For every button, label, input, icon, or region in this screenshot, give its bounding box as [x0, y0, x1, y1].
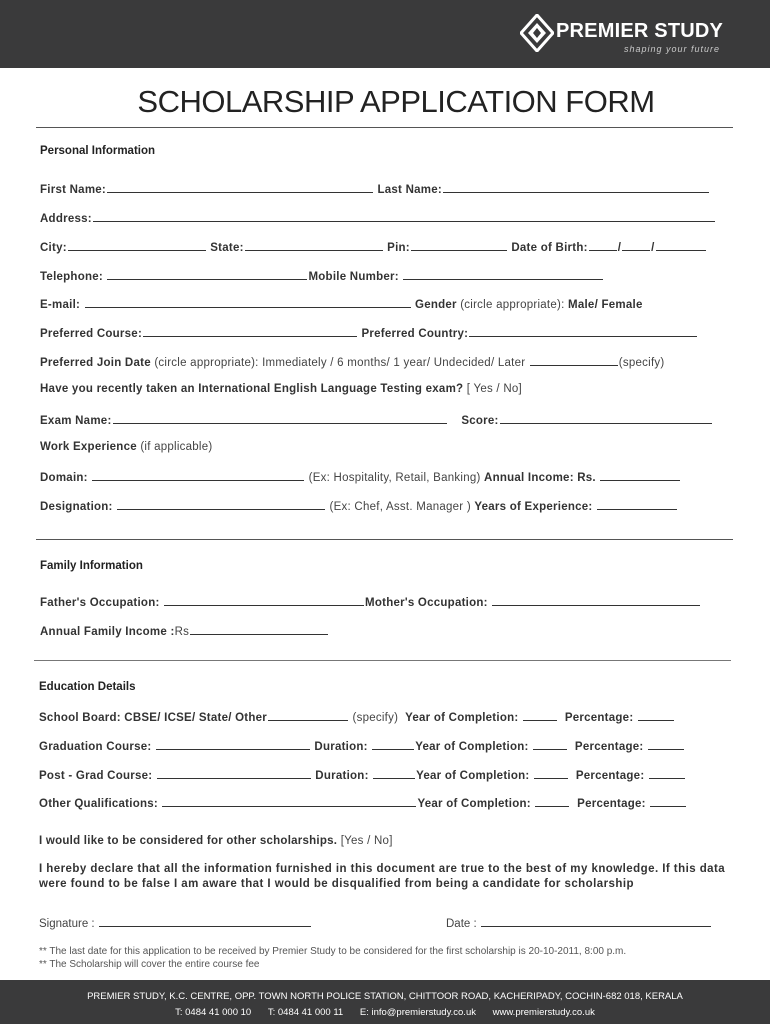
join-specify-label: (specify): [618, 357, 665, 369]
telephone-label: Telephone:: [40, 271, 103, 283]
deadline-note: ** The last date for this application to be received by Premier Study to be considered for the first scholarship is 20-10-2011, 8:00 p.m.: [39, 946, 627, 957]
other-qual-percentage-label: Percentage:: [577, 798, 646, 810]
exam-name-field[interactable]: [113, 413, 447, 424]
graduation-field[interactable]: [156, 739, 310, 750]
education-heading: Education Details: [39, 681, 136, 693]
pref-course-label: Preferred Course:: [40, 328, 143, 340]
join-date-note: (circle appropriate):: [154, 357, 259, 369]
work-exp-note: (if applicable): [140, 441, 213, 453]
other-qual-field[interactable]: [162, 796, 416, 807]
graduation-year-field[interactable]: [533, 739, 567, 750]
mobile-field[interactable]: [403, 269, 603, 280]
join-date-label: Preferred Join Date: [40, 357, 151, 369]
footer-phone-1: T: 0484 41 000 10: [175, 1007, 252, 1018]
domain-field[interactable]: [92, 470, 304, 481]
postgrad-row: [39, 768, 686, 782]
graduation-year-label: Year of Completion:: [415, 741, 529, 753]
city-field[interactable]: [68, 240, 206, 251]
annual-income-label: Annual Income: Rs.: [484, 472, 596, 484]
family-income-row: [40, 624, 329, 638]
gender-label: Gender: [415, 299, 457, 311]
first-name-label: First Name:: [40, 184, 107, 196]
school-board-field[interactable]: [268, 710, 348, 721]
personal-heading: Personal Information: [40, 145, 156, 157]
designation-row: [40, 499, 678, 513]
footer-contacts: [0, 1007, 770, 1018]
footer-email[interactable]: E: info@premierstudy.co.uk: [359, 1007, 476, 1018]
postgrad-label: Post - Grad Course:: [39, 770, 153, 782]
preference-row: [40, 326, 698, 340]
domain-example: (Ex: Hospitality, Retail, Banking): [308, 472, 481, 484]
other-scholarships-options[interactable]: [Yes / No]: [340, 835, 393, 847]
graduation-percentage-label: Percentage:: [574, 741, 644, 753]
school-percentage-field[interactable]: [638, 710, 674, 721]
phone-row: [40, 269, 604, 283]
declaration-text: I hereby declare that all the information furnished in this document are true to the best of my knowledge. If this data were found to be false I am aware that I would be disqualified from being a candidate for scholarship: [39, 863, 726, 890]
email-row: [40, 297, 643, 311]
other-scholarships-text: I would like to be considered for other scholarships.: [39, 835, 338, 847]
dob-separator: /: [617, 242, 622, 254]
signature-row: [39, 916, 312, 930]
postgrad-year-field[interactable]: [534, 768, 568, 779]
last-name-field[interactable]: [443, 182, 709, 193]
date-field[interactable]: [481, 916, 711, 927]
domain-label: Domain:: [40, 472, 88, 484]
pin-field[interactable]: [411, 240, 507, 251]
pref-course-field[interactable]: [143, 326, 357, 337]
first-name-field[interactable]: [107, 182, 373, 193]
form-title: SCHOLARSHIP APPLICATION FORM: [137, 84, 655, 119]
father-occupation-label: Father's Occupation:: [40, 597, 160, 609]
other-qual-percentage-field[interactable]: [650, 796, 686, 807]
postgrad-field[interactable]: [157, 768, 311, 779]
family-heading: Family Information: [40, 560, 143, 572]
date-row: [446, 916, 712, 930]
footer-address: PREMIER STUDY, K.C. CENTRE, OPP. TOWN NORTH POLICE STATION, CHITTOOR ROAD, KACHERIPADY, COCHIN-682 018, KERALA: [87, 991, 683, 1002]
postgrad-duration-field[interactable]: [373, 768, 415, 779]
gender-options[interactable]: Male/ Female: [568, 299, 643, 311]
exam-name-label: Exam Name:: [40, 415, 112, 427]
signature-field[interactable]: [99, 916, 311, 927]
designation-example: (Ex: Chef, Asst. Manager ): [329, 501, 471, 513]
other-scholarships-row: [39, 835, 393, 847]
occupation-row: [40, 595, 701, 609]
mother-occupation-label: Mother's Occupation:: [365, 597, 488, 609]
score-field[interactable]: [500, 413, 712, 424]
gender-note: (circle appropriate):: [460, 299, 565, 311]
dob-separator: /: [651, 242, 655, 254]
ielts-options[interactable]: [ Yes / No]: [466, 383, 522, 395]
other-qual-year-label: Year of Completion:: [417, 798, 531, 810]
postgrad-percentage-label: Percentage:: [575, 770, 645, 782]
graduation-percentage-field[interactable]: [648, 739, 684, 750]
years-exp-field[interactable]: [597, 499, 677, 510]
dob-day-field[interactable]: [589, 240, 617, 251]
dob-year-field[interactable]: [656, 240, 706, 251]
other-qual-label: Other Qualifications:: [39, 798, 158, 810]
dob-month-field[interactable]: [622, 240, 650, 251]
email-field[interactable]: [85, 297, 411, 308]
brand-name: PREMIER STUDY: [556, 20, 724, 42]
mobile-label: Mobile Number:: [308, 271, 399, 283]
designation-label: Designation:: [40, 501, 113, 513]
last-name-label: Last Name:: [377, 184, 442, 196]
graduation-duration-field[interactable]: [372, 739, 414, 750]
divider: [34, 660, 731, 661]
school-board-row: [39, 710, 675, 724]
address-field[interactable]: [93, 211, 715, 222]
join-specify-field[interactable]: [530, 355, 618, 366]
postgrad-year-label: Year of Completion:: [416, 770, 530, 782]
address-row: [40, 211, 716, 225]
diamond-logo-icon: [520, 14, 554, 52]
footer-website[interactable]: www.premierstudy.co.uk: [492, 1007, 595, 1018]
mother-occupation-field[interactable]: [492, 595, 700, 606]
footer-phone-2: T: 0484 41 000 11: [267, 1007, 344, 1018]
father-occupation-field[interactable]: [164, 595, 364, 606]
state-label: State:: [210, 242, 244, 254]
postgrad-duration-label: Duration:: [315, 770, 369, 782]
school-board-label: School Board: CBSE/ ICSE/ State/ Other: [39, 712, 268, 724]
school-year-label: Year of Completion:: [405, 712, 519, 724]
divider: [36, 127, 733, 128]
state-field[interactable]: [245, 240, 383, 251]
divider: [36, 539, 733, 540]
work-exp-row: [40, 441, 212, 453]
graduation-row: [39, 739, 685, 753]
join-date-options[interactable]: Immediately / 6 months/ 1 year/ Undecided/ Later: [262, 357, 526, 369]
school-year-field[interactable]: [523, 710, 557, 721]
ielts-question: Have you recently taken an International English Language Testing exam?: [40, 383, 464, 395]
location-row: [40, 240, 707, 254]
school-board-specify: (specify): [352, 712, 399, 724]
other-qual-year-field[interactable]: [535, 796, 569, 807]
school-percentage-label: Percentage:: [564, 712, 634, 724]
pref-country-field[interactable]: [469, 326, 697, 337]
graduation-label: Graduation Course:: [39, 741, 152, 753]
join-date-row: [40, 355, 664, 369]
score-label: Score:: [461, 415, 499, 427]
annual-income-field[interactable]: [600, 470, 680, 481]
city-label: City:: [40, 242, 67, 254]
ielts-row: [40, 383, 522, 395]
footer-bar: [0, 980, 770, 1024]
family-income-field[interactable]: [190, 624, 328, 635]
name-row: [40, 182, 710, 196]
other-qual-row: [39, 796, 687, 810]
pref-country-label: Preferred Country:: [361, 328, 469, 340]
email-label: E-mail:: [40, 299, 81, 311]
family-income-label: Annual Family Income :: [40, 626, 175, 638]
years-exp-label: Years of Experience:: [474, 501, 593, 513]
designation-field[interactable]: [117, 499, 325, 510]
exam-row: [40, 413, 713, 427]
postgrad-percentage-field[interactable]: [649, 768, 685, 779]
graduation-duration-label: Duration:: [314, 741, 368, 753]
domain-row: [40, 470, 681, 484]
work-exp-label: Work Experience: [40, 441, 137, 453]
telephone-field[interactable]: [107, 269, 307, 280]
date-label: Date :: [446, 918, 477, 930]
brand-tagline: shaping your future: [624, 44, 721, 54]
coverage-note: ** The Scholarship will cover the entire course fee: [39, 959, 260, 970]
dob-label: Date of Birth:: [511, 242, 588, 254]
pin-label: Pin:: [387, 242, 410, 254]
family-income-unit: Rs: [174, 626, 190, 638]
header-bar: [0, 0, 770, 68]
signature-label: Signature :: [39, 918, 95, 930]
address-label: Address:: [40, 213, 92, 225]
